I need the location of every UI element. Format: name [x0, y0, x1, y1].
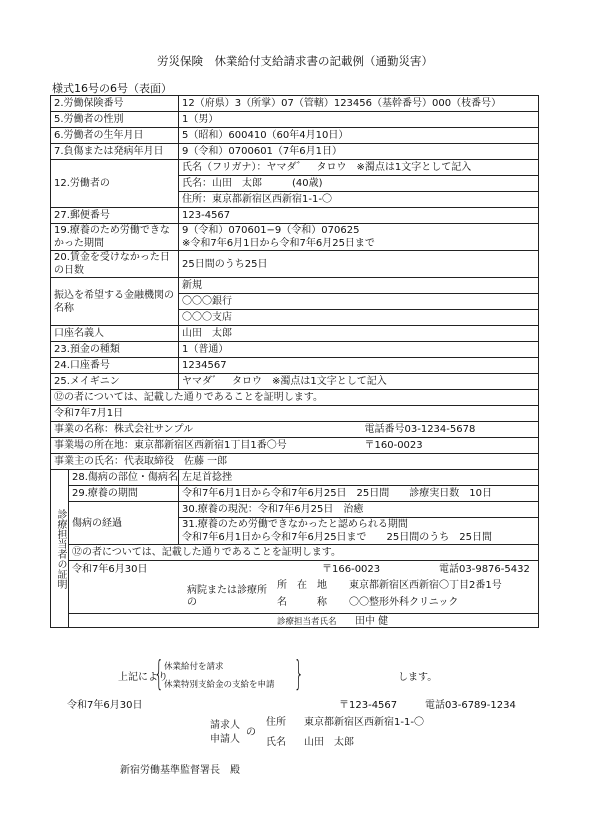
employer-name: 事業の名称：株式会社サンプル: [54, 424, 194, 435]
recognized-period-line1: 31.療養のため労働できなかったと認められる期間: [182, 519, 408, 530]
worker-name-value: 氏名：山田 太郎 (40歳): [179, 176, 539, 192]
account-number-value: 1234567: [179, 358, 539, 374]
shinseinin-label: 申請人: [210, 734, 240, 745]
label: 23.預金の種類: [51, 342, 179, 358]
label: 5.労働者の性別: [51, 112, 179, 128]
doctor-block: [69, 561, 539, 614]
doctor-side-label: 診療担当者の証明: [55, 508, 66, 589]
employer-date: 令和7年7月1日: [51, 406, 539, 422]
labor-office: 新宿労働基準監督署長 殿: [120, 765, 240, 776]
request-date: 令和7年6月30日: [67, 700, 143, 711]
row-unpaid-days: [51, 251, 539, 278]
location-value: 東京都新宿区西新宿〇丁目2番1号: [349, 580, 502, 591]
location-label: 所 在 地: [277, 580, 327, 591]
row-employer-certify: [51, 390, 539, 406]
row-postal-code: [51, 208, 539, 224]
label: 7.負傷または発病年月日: [51, 144, 179, 160]
row-account-kana: [51, 374, 539, 390]
row-deposit-type: [51, 342, 539, 358]
request-zip: 〒123-4567: [339, 700, 398, 711]
row-doctor-block: [51, 561, 539, 614]
employer-zip: 〒160-0023: [364, 440, 423, 451]
absence-period-line1: 9（令和）070601−9（令和）070625: [182, 225, 360, 236]
row-absence-period: [51, 224, 539, 251]
row-employer-date: [51, 406, 539, 422]
doctor-date: 令和7年6月30日: [72, 564, 148, 575]
insurance-number-value: 12（府県）3（所掌）07（管轄）123456（基幹番号）000（枝番号）: [179, 96, 539, 112]
row-insurance-number: [51, 96, 539, 112]
employer-phone: 電話番号03-1234-5678: [364, 424, 476, 435]
doctor-zip: 〒166-0023: [322, 564, 381, 575]
request-option-2: 休業特別支給金の支給を申請: [164, 680, 275, 690]
unpaid-days-value: 25日間のうち25日: [179, 251, 539, 278]
absence-period-line2: ※令和7年6月1日から令和7年6月25日まで: [182, 238, 375, 249]
brace-right: }: [293, 654, 304, 694]
label: 6.労働者の生年月日: [51, 128, 179, 144]
row-employer-address: [51, 438, 539, 454]
row-doctor-name: [51, 614, 539, 628]
employer-certify-text: ⑫の者については、記載した通りであることを証明します。: [51, 390, 539, 406]
employer-name-cell: [51, 422, 539, 438]
bank-branch-value: 〇〇〇支店: [179, 310, 539, 326]
applicant-name-value: 山田 太郎: [304, 737, 354, 748]
treatment-period-value: 令和7年6月1日から令和7年6月25日 25日間 診療実日数 10日: [179, 486, 539, 502]
row-worker-kana: [51, 160, 539, 176]
form-name: 様式16号の6号（表面）: [52, 82, 172, 95]
hospital-label: 病院または診療所の: [187, 585, 267, 608]
request-phone: 電話03-6789-1234: [425, 700, 516, 711]
deposit-type-value: 1（普通）: [179, 342, 539, 358]
label: 12.労働者の: [51, 160, 179, 208]
applicant-address-value: 東京都新宿区西新宿1-1-〇: [304, 717, 424, 728]
clinic-name-label: 名 称: [277, 597, 327, 608]
request-joki: 上記により: [118, 672, 168, 683]
row-diagnosis: [51, 470, 539, 486]
doctor-name-value: 田中 健: [355, 616, 389, 627]
bank-name-value: 〇〇〇銀行: [179, 294, 539, 310]
clinic-name-value: 〇〇整形外科クリニック: [349, 597, 459, 608]
row-bank-new: [51, 278, 539, 294]
sex-value: 1（男）: [179, 112, 539, 128]
row-doctor-certify: [51, 545, 539, 561]
doctor-side-cell: [51, 470, 69, 628]
label: 25.メイギニン: [51, 374, 179, 390]
recognized-period-line2: 令和7年6月1日から令和7年6月25日まで 25日間のうち 25日間: [182, 532, 493, 543]
applicant-name-label: 氏名: [266, 737, 286, 748]
row-employer-name: [51, 422, 539, 438]
label: 27.郵便番号: [51, 208, 179, 224]
request-option-1: 休業給付を請求: [164, 662, 224, 672]
label: 28.傷病の部位・傷病名: [69, 470, 179, 486]
row-employer-owner: [51, 454, 539, 470]
row-sex: [51, 112, 539, 128]
row-birthdate: [51, 128, 539, 144]
birthdate-value: 5（昭和）600410（60年4月10日）: [179, 128, 539, 144]
worker-kana-value: 氏名（フリガナ）：ヤマダ゛ タロウ ※濁点は1文字として記入: [179, 160, 539, 176]
injury-date-value: 9（令和）0700601（7年6月1日）: [179, 144, 539, 160]
label: 振込を希望する金融機関の名称: [51, 278, 179, 326]
label: 24.口座番号: [51, 358, 179, 374]
row-status: [51, 502, 539, 518]
absence-period-value: [179, 224, 539, 251]
employer-owner: 事業主の氏名：代表取締役 佐藤 一郎: [51, 454, 539, 470]
label: 口座名義人: [51, 326, 179, 342]
row-account-holder: [51, 326, 539, 342]
doctor-name-label: 診療担当者氏名: [277, 617, 337, 627]
seikyunin-label: 請求人: [210, 720, 240, 731]
form-table: [50, 95, 539, 628]
row-treatment-period: [51, 486, 539, 502]
request-shimasu: します。: [398, 672, 438, 683]
account-kana-value: ヤマダ゛ タロウ ※濁点は1文字として記入: [179, 374, 539, 390]
brace-left: {: [153, 654, 164, 694]
applicant-address-label: 住所: [266, 717, 286, 728]
label: 29.療養の期間: [69, 486, 179, 502]
worker-address-value: 住所：東京都新宿区西新宿1-1-〇: [179, 192, 539, 208]
bank-new-value: 新規: [179, 278, 539, 294]
doctor-certify-text: ⑫の者については、記載した通りであることを証明します。: [69, 545, 539, 561]
no-label: の: [246, 727, 256, 738]
status-value: 30.療養の現況：令和7年6月25日 治癒: [179, 502, 539, 518]
label: 19.療養のため労働できなかった期間: [51, 224, 179, 251]
label: 傷病の経過: [69, 502, 179, 545]
employer-address: 事業場の所在地：東京都新宿区西新宿1丁目1番〇号: [54, 440, 287, 451]
postal-code-value: 123-4567: [179, 208, 539, 224]
row-injury-date: [51, 144, 539, 160]
label: 2.労働保険番号: [51, 96, 179, 112]
row-account-number: [51, 358, 539, 374]
recognized-period-value: [179, 518, 539, 545]
doctor-name-cell: [69, 614, 539, 628]
account-holder-value: 山田 太郎: [179, 326, 539, 342]
employer-address-cell: [51, 438, 539, 454]
label: 20.賃金を受けなかった日の日数: [51, 251, 179, 278]
document-title: 労災保険 休業給付支給請求書の記載例（通勤災害）: [157, 54, 433, 68]
diagnosis-value: 左足首捻挫: [179, 470, 539, 486]
doctor-phone: 電話03-9876-5432: [439, 564, 530, 575]
